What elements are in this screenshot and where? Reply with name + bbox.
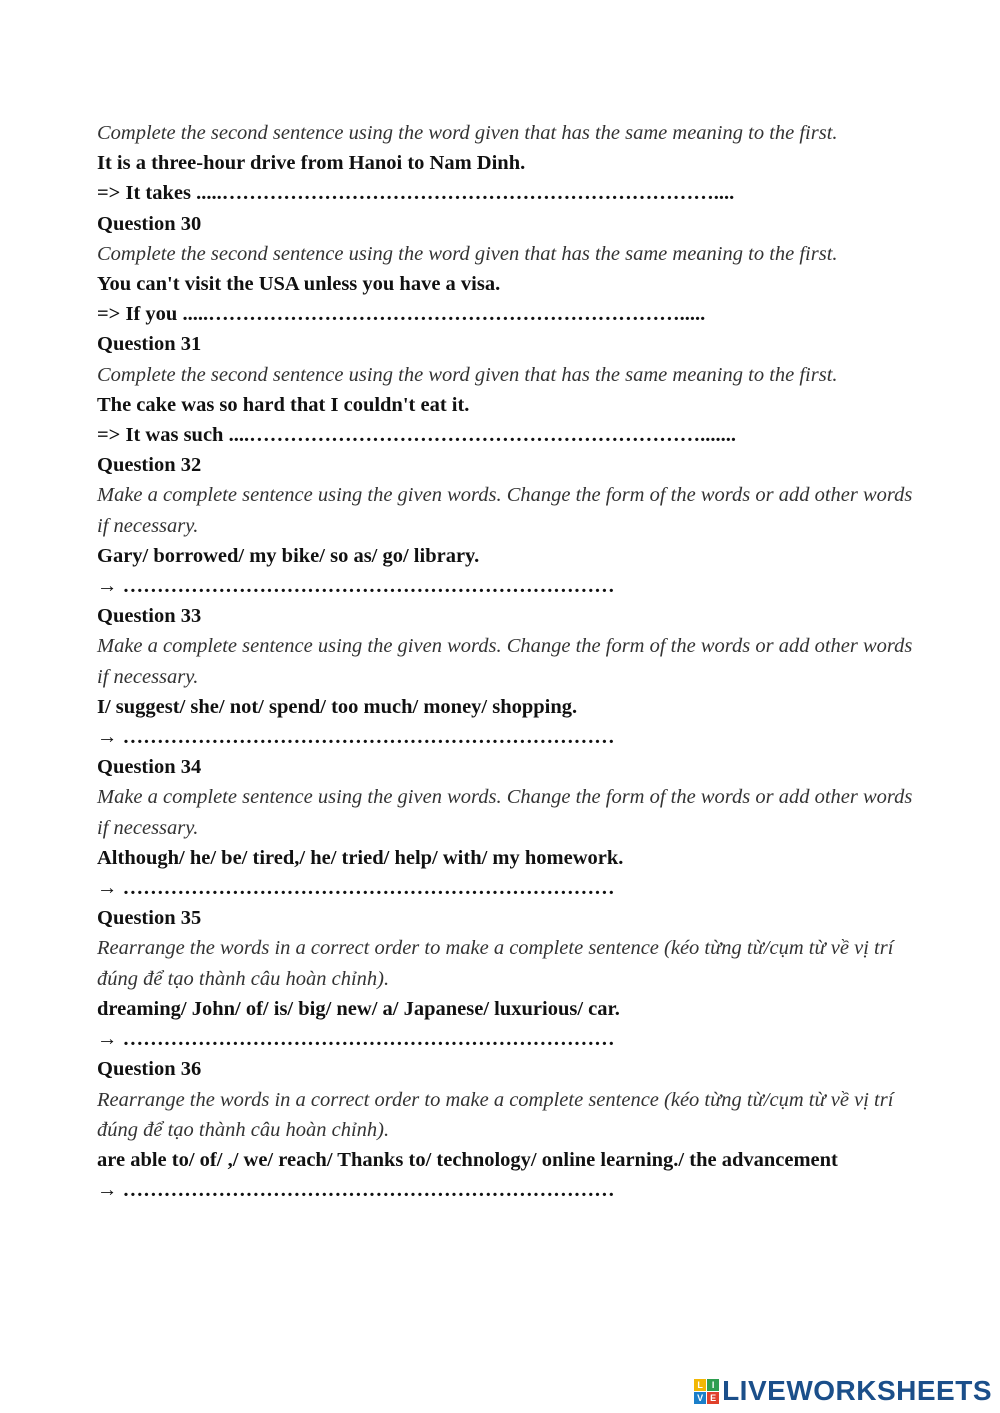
line: I/ suggest/ she/ not/ spend/ too much/ money/ shopping.: [97, 695, 578, 718]
answer-line[interactable]: => It takes .....………………………………………………………………....: [97, 182, 735, 205]
logo-mark-cell: V: [694, 1392, 706, 1404]
line: Complete the second sentence using the word given that has the same meaning to the first.: [97, 122, 838, 144]
line: Complete the second sentence using the word given that has the same meaning to the first.: [97, 363, 838, 386]
question-heading: Question 31: [97, 333, 202, 356]
answer-line[interactable]: → ………………………………………………………………: [97, 726, 615, 749]
answer-line[interactable]: → ………………………………………………………………: [97, 575, 615, 598]
answer-line[interactable]: → ………………………………………………………………: [97, 1179, 615, 1202]
line: Rearrange the words in a correct order to make a complete sentence (kéo từng từ/cụm từ về vị trí đúng để tạo thành câu hoàn chỉnh).: [97, 937, 894, 990]
question-heading: Question 32: [97, 454, 202, 477]
line: Gary/ borrowed/ my bike/ so as/ go/ library.: [97, 544, 480, 567]
line: Make a complete sentence using the given words. Change the form of the words or add other words if necessary.: [97, 484, 913, 537]
answer-line[interactable]: => If you .....…………………………………………………………….....: [97, 303, 706, 326]
question-heading: Question 35: [97, 907, 202, 930]
answer-line[interactable]: => It was such ....………………………………………………………….......: [97, 424, 736, 447]
worksheet-body: [97, 118, 927, 1205]
logo-mark-icon: [694, 1379, 719, 1404]
line: The cake was so hard that I couldn't eat it.: [97, 393, 470, 416]
line: Complete the second sentence using the word given that has the same meaning to the first.: [97, 242, 838, 265]
question-heading: Question 34: [97, 756, 202, 779]
question-heading: Question 33: [97, 605, 202, 628]
line: Rearrange the words in a correct order to make a complete sentence (kéo từng từ/cụm từ về vị trí đúng để tạo thành câu hoàn chỉnh).: [97, 1088, 894, 1141]
logo-mark-cell: E: [707, 1392, 719, 1404]
logo-text: LIVEWORKSHEETS: [722, 1375, 992, 1406]
question-heading: Question 30: [97, 212, 202, 235]
line: dreaming/ John/ of/ is/ big/ new/ a/ Japanese/ luxurious/ car.: [97, 997, 620, 1020]
line: Although/ he/ be/ tired,/ he/ tried/ help/ with/ my homework.: [97, 846, 624, 869]
question-heading: Question 36: [97, 1058, 202, 1081]
logo-mark-cell: L: [694, 1379, 706, 1391]
liveworksheets-logo: [694, 1375, 992, 1407]
line: It is a three-hour drive from Hanoi to Nam Dinh.: [97, 152, 526, 175]
line: are able to/ of/ ,/ we/ reach/ Thanks to/ technology/ online learning./ the advancement: [97, 1148, 838, 1171]
answer-line[interactable]: → ………………………………………………………………: [97, 877, 615, 900]
line: You can't visit the USA unless you have a visa.: [97, 273, 501, 296]
logo-mark-cell: I: [707, 1379, 719, 1391]
answer-line[interactable]: → ………………………………………………………………: [97, 1028, 615, 1051]
line: Make a complete sentence using the given words. Change the form of the words or add other words if necessary.: [97, 786, 913, 839]
line: Make a complete sentence using the given words. Change the form of the words or add other words if necessary.: [97, 635, 913, 688]
